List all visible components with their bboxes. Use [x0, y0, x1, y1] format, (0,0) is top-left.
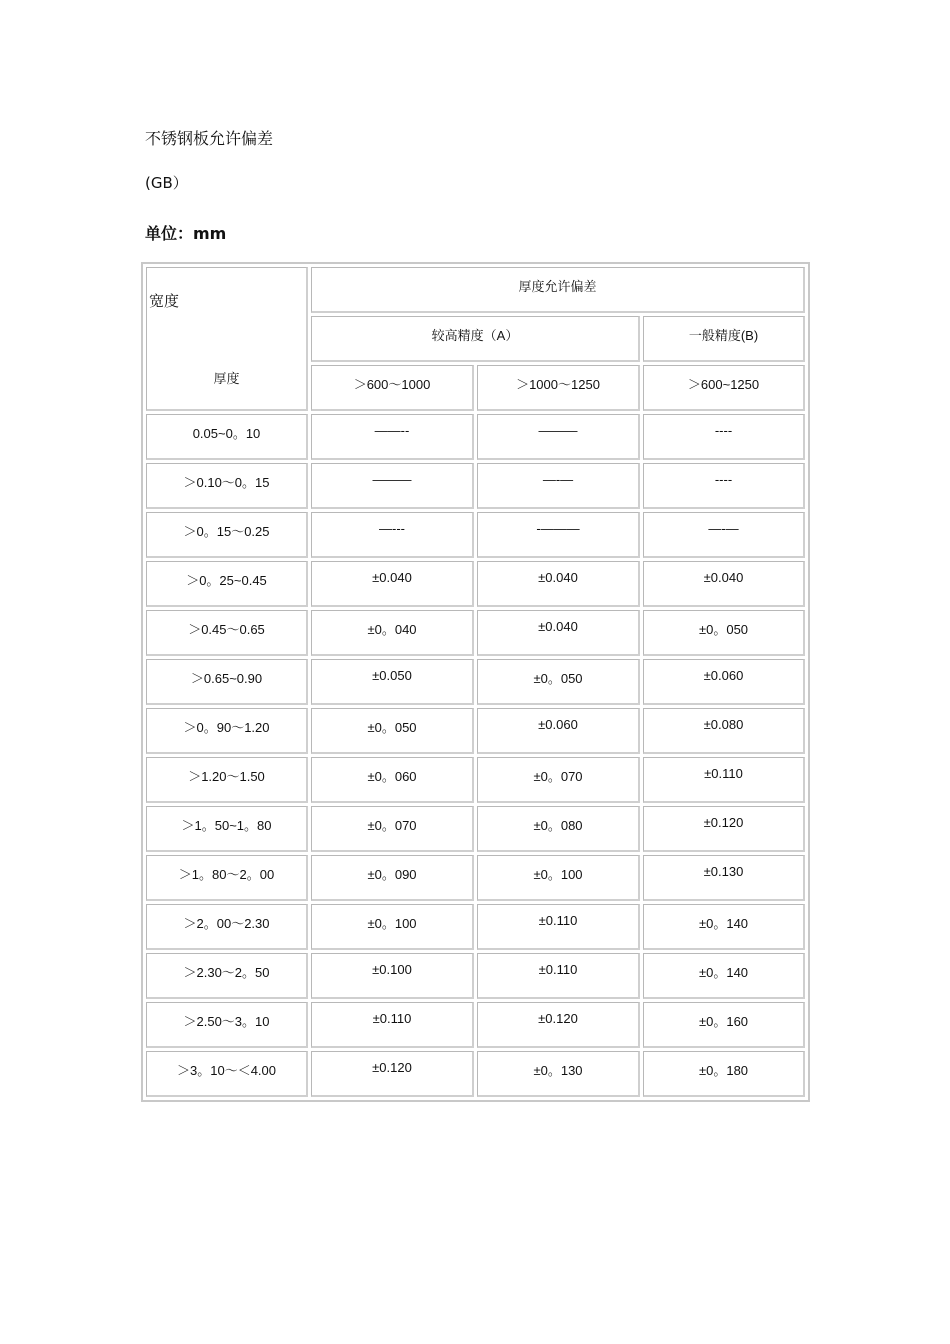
thickness-cell: ＞2.50～3。10: [146, 1002, 308, 1048]
thickness-cell: ＞0。25~0.45: [146, 561, 308, 607]
tolerance-cell: ±0.120: [311, 1051, 474, 1097]
table-row: [146, 414, 805, 460]
tolerance-cell: ±0。050: [311, 708, 474, 754]
tolerance-cell: ±0。180: [643, 1051, 805, 1097]
table-row: [146, 904, 805, 950]
tolerance-cell: ±0.120: [477, 1002, 640, 1048]
tolerance-cell: ±0。050: [643, 610, 805, 656]
precision-high-header: 较高精度（A）: [311, 316, 640, 362]
header-row-group: [146, 267, 805, 313]
table-row: [146, 1002, 805, 1048]
document-title: 不锈钢板允许偏差: [145, 129, 274, 148]
thickness-cell: ＞1。80～2。00: [146, 855, 308, 901]
tolerance-cell: ±0.040: [477, 561, 640, 607]
table-row: [146, 659, 805, 705]
thickness-cell: ＞2.30～2。50: [146, 953, 308, 999]
tolerance-cell: ±0。050: [477, 659, 640, 705]
tolerance-cell: ±0.080: [643, 708, 805, 754]
precision-normal-header: 一般精度(B): [643, 316, 805, 362]
tolerance-cell: ±0.050: [311, 659, 474, 705]
tolerance-cell: ±0.060: [477, 708, 640, 754]
table-row: [146, 561, 805, 607]
tolerance-cell: ———: [311, 463, 474, 509]
tolerance-cell: ———: [477, 414, 640, 460]
group-header-cell: 厚度允许偏差: [311, 267, 805, 313]
table-row: [146, 512, 805, 558]
table-row: [146, 1051, 805, 1097]
tolerance-cell: ±0.110: [477, 953, 640, 999]
tolerance-cell: ±0.100: [311, 953, 474, 999]
tolerance-cell: ±0。100: [311, 904, 474, 950]
tolerance-cell: ±0.040: [311, 561, 474, 607]
thickness-cell: ＞1。50~1。80: [146, 806, 308, 852]
tolerance-cell: ----: [643, 414, 805, 460]
tolerance-cell: ±0.040: [643, 561, 805, 607]
tolerance-cell: ±0。090: [311, 855, 474, 901]
tolerance-cell: ±0。160: [643, 1002, 805, 1048]
tolerance-cell: ±0。070: [477, 757, 640, 803]
table-row: [146, 610, 805, 656]
tolerance-cell: ±0。080: [477, 806, 640, 852]
table-row: [146, 953, 805, 999]
width-range-header: ＞600～1000: [311, 365, 474, 411]
table-row: [146, 463, 805, 509]
thickness-cell: ＞0。90～1.20: [146, 708, 308, 754]
tolerance-cell: ±0.120: [643, 806, 805, 852]
table-row: [146, 757, 805, 803]
tolerance-table: [141, 262, 810, 1102]
tolerance-cell: ----: [643, 463, 805, 509]
corner-header-cell: [146, 267, 308, 411]
tolerance-cell: ±0.110: [643, 757, 805, 803]
tolerance-cell: ±0。140: [643, 953, 805, 999]
thickness-cell: ＞2。00～2.30: [146, 904, 308, 950]
tolerance-cell: ±0。070: [311, 806, 474, 852]
standard-label: (GB）: [145, 174, 188, 192]
thickness-cell: ＞1.20～1.50: [146, 757, 308, 803]
unit-label: 单位：mm: [145, 224, 227, 243]
tolerance-cell: ±0.040: [477, 610, 640, 656]
thickness-axis-label: 厚度: [213, 371, 240, 386]
tolerance-cell: ±0.110: [311, 1002, 474, 1048]
thickness-cell: ＞0.65~0.90: [146, 659, 308, 705]
width-range-header: ＞1000～1250: [477, 365, 640, 411]
tolerance-cell: ±0。140: [643, 904, 805, 950]
tolerance-cell: —---: [311, 512, 474, 558]
tolerance-cell: ±0。060: [311, 757, 474, 803]
tolerance-cell: ±0.060: [643, 659, 805, 705]
thickness-cell: ＞0.45～0.65: [146, 610, 308, 656]
tolerance-cell: -———: [477, 512, 640, 558]
tolerance-cell: ——--: [311, 414, 474, 460]
thickness-cell: 0.05~0。10: [146, 414, 308, 460]
width-range-header: ＞600~1250: [643, 365, 805, 411]
table-row: [146, 708, 805, 754]
thickness-cell: ＞0。15～0.25: [146, 512, 308, 558]
tolerance-cell: ±0.130: [643, 855, 805, 901]
thickness-cell: ＞0.10～0。15: [146, 463, 308, 509]
thickness-cell: ＞3。10～＜4.00: [146, 1051, 308, 1097]
tolerance-cell: ±0.110: [477, 904, 640, 950]
tolerance-cell: ±0。100: [477, 855, 640, 901]
table-row: [146, 806, 805, 852]
tolerance-cell: —-—: [477, 463, 640, 509]
tolerance-cell: ±0。040: [311, 610, 474, 656]
table-row: [146, 855, 805, 901]
tolerance-cell: —-—: [643, 512, 805, 558]
tolerance-cell: ±0。130: [477, 1051, 640, 1097]
width-axis-label: 宽度: [149, 293, 180, 310]
